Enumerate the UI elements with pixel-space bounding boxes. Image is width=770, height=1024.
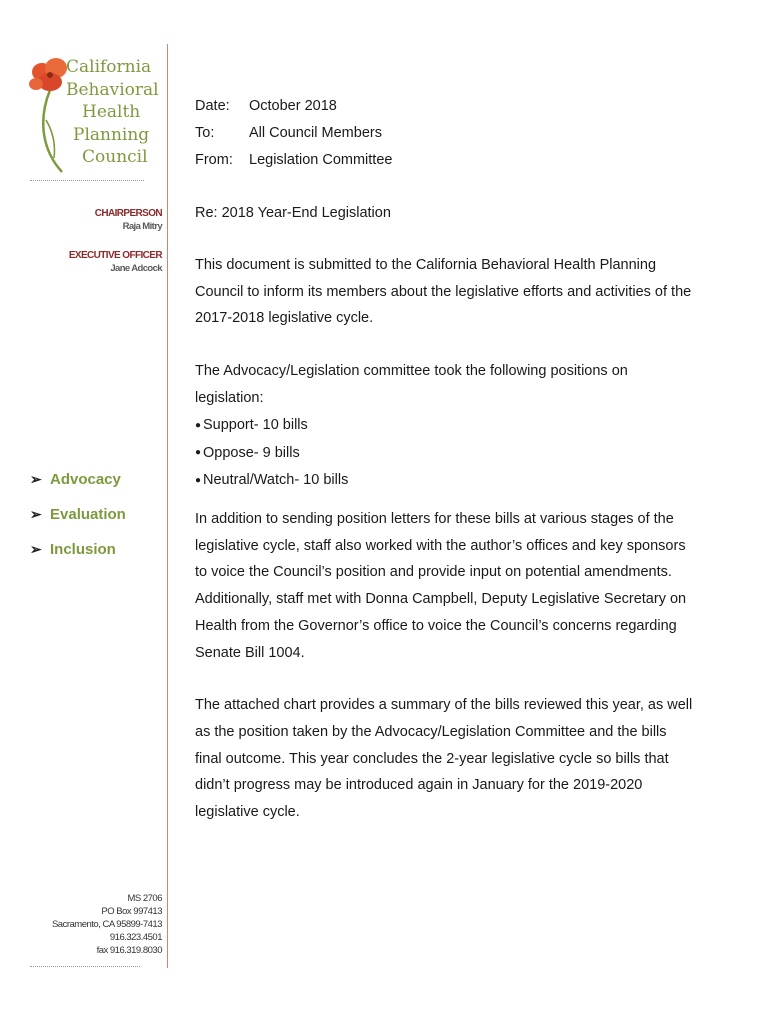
list-item (195, 467, 695, 495)
logo-line: Health (82, 102, 141, 122)
date-row (195, 92, 695, 119)
value-label: Advocacy (50, 471, 121, 488)
bullet-icon: ● (195, 474, 202, 486)
position-text: Neutral/Watch- 10 bills (203, 472, 349, 489)
intro-paragraph: This document is submitted to the California Behavioral Health Planning Council to inform its members about the legislative efforts and activities of the 2017-2018 legislative cycle. (195, 257, 692, 327)
officer-name: Jane Adcock (110, 263, 162, 274)
officer-role: EXECUTIVE OFFICER (68, 250, 162, 261)
position-text: Oppose- 9 bills (203, 444, 300, 461)
address-line: fax 916.319.8030 (96, 945, 162, 957)
summary-paragraph: The attached chart provides a summary of the bills reviewed this year, as well as the position taken by the Advocacy/Legislation Committee and the bills final outcome. This year concludes the 2-year legislative cycle so bills that didn’t progress may be introduced again in January for the 2019-2020 legislative cycle. (195, 697, 693, 821)
address-line: Sacramento, CA 95899-7413 (51, 919, 162, 931)
officer-role: CHAIRPERSON (94, 208, 162, 219)
to-label: To: (195, 124, 215, 141)
to-row (195, 119, 695, 146)
mailing-address (52, 892, 162, 957)
bullet-icon: ● (195, 419, 202, 431)
address-line: 916.323.4501 (109, 932, 162, 944)
positions-list (195, 412, 695, 495)
from-value: Legislation Committee (249, 151, 393, 168)
council-logo (28, 50, 168, 180)
chairperson-block (95, 208, 162, 232)
value-item (30, 532, 126, 567)
from-label: From: (195, 151, 233, 168)
executive-officer-block (69, 250, 162, 274)
from-row (195, 146, 695, 173)
logo-line: Planning (73, 124, 150, 145)
value-item (30, 462, 126, 497)
position-text: Support- 10 bills (203, 417, 308, 434)
address-line: PO Box 997413 (101, 906, 162, 918)
logo-line: Behavioral (66, 79, 159, 100)
arrow-bullet-icon: ➢ (30, 471, 42, 487)
arrow-bullet-icon: ➢ (30, 541, 42, 557)
date-value: October 2018 (249, 97, 337, 114)
value-label: Evaluation (50, 506, 126, 523)
value-label: Inclusion (50, 541, 116, 558)
sidebar-bottom-divider (30, 966, 140, 967)
list-item (195, 412, 695, 440)
logo-line: Council (82, 147, 148, 167)
address-line: MS 2706 (127, 893, 162, 904)
logo-wordmark (66, 56, 159, 169)
arrow-bullet-icon: ➢ (30, 506, 42, 522)
list-item (195, 439, 695, 467)
subject-line: Re: 2018 Year-End Legislation (195, 204, 391, 221)
officer-name: Raja Mitry (122, 221, 162, 232)
memo-body (195, 92, 695, 826)
council-values-list (30, 462, 126, 567)
bullet-icon: ● (195, 447, 202, 459)
value-item (30, 497, 126, 532)
logo-line: California (66, 57, 152, 77)
sidebar-divider (30, 180, 144, 181)
activities-paragraph: In addition to sending position letters for these bills at various stages of the legislative cycle, staff also worked with the author’s offices and key sponsors to voice the Council’s position and provide input on potential amendments. Additionally, staff met with Donna Campbell, Deputy Legislative Secretary on Health from the Governor’s office to voice the Council’s concerns regarding Senate Bill 1004. (195, 511, 687, 661)
to-value: All Council Members (249, 124, 382, 141)
positions-paragraph: The Advocacy/Legislation committee took the following positions on legislation: (195, 363, 628, 406)
vertical-divider (167, 44, 168, 968)
date-label: Date: (195, 97, 230, 114)
